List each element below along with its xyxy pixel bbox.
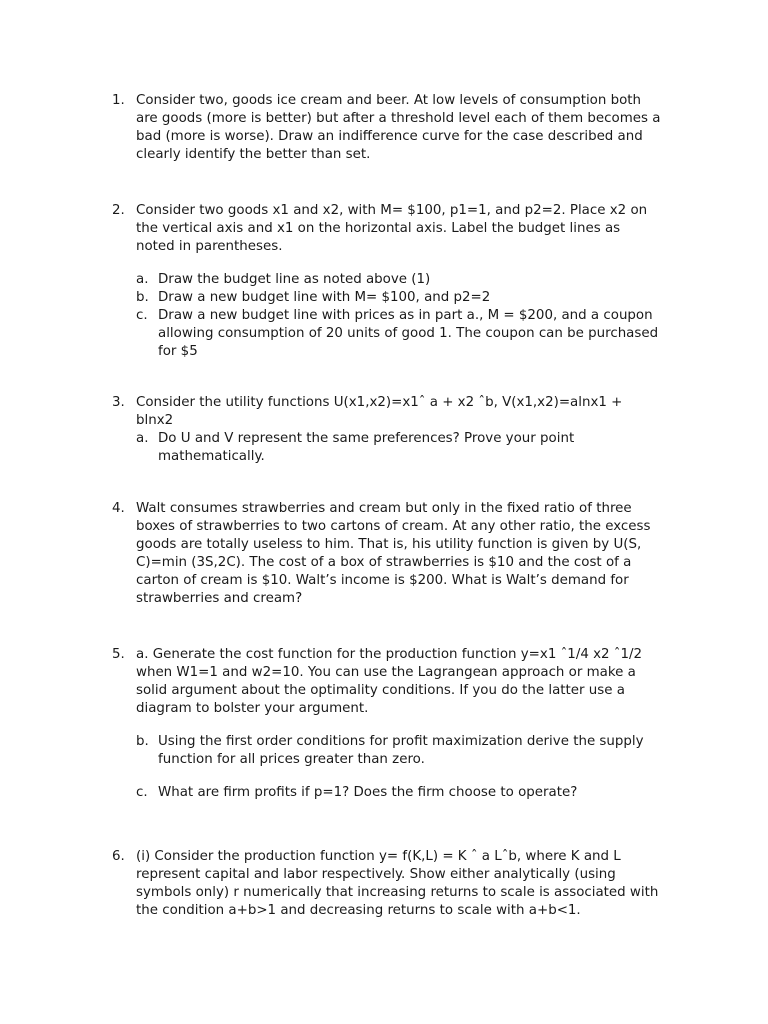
sub-question-5c — [136, 784, 682, 802]
question-number: 5. — [112, 647, 125, 662]
sub-question-letter: a. — [136, 431, 149, 446]
sub-question-3a — [136, 430, 682, 466]
question-number: 2. — [112, 203, 125, 218]
question-text: a. Generate the cost function for the production function y=x1 ˆ1/4 x2 ˆ1/2 when W1=1 and w2=10. You can use the Lagrangean approach or make a solid argument about the optimality conditions. If you do the latter use a diagram to bolster your argument. — [136, 647, 643, 716]
sub-question-2a — [136, 271, 682, 289]
question-text: Consider two, goods ice cream and beer. At low levels of consumption both are goods (more is better) but after a threshold level each of them becomes a bad (more is worse). Draw an indifference curve for the case described and clearly identify the better than set. — [136, 93, 661, 162]
sub-question-text: Draw a new budget line with prices as in part a., M = $200, and a coupon allowing consumption of 20 units of good 1. The coupon can be purchased for $5 — [158, 308, 659, 359]
question-text: Walt consumes strawberries and cream but only in the fixed ratio of three boxes of strawberries to two cartons of cream. At any other ratio, the excess goods are totally useless to him. That is, his utility function is given by U(S, C)=min (3S,2C). The cost of a box of strawberries is $10 and the cost of a carton of cream is $10. Walt’s income is $200. What is Walt’s demand for strawberries and cream? — [136, 501, 651, 606]
sub-question-2b — [136, 289, 682, 307]
question-text: Consider the utility functions U(x1,x2)=x1ˆ a + x2 ˆb, V(x1,x2)=alnx1 + blnx2 — [136, 395, 623, 428]
sub-question-letter: c. — [136, 308, 148, 323]
sub-question-2c — [136, 307, 682, 361]
sub-question-text: What are firm profits if p=1? Does the firm choose to operate? — [158, 785, 578, 800]
question-number: 6. — [112, 849, 125, 864]
sub-question-text: Do U and V represent the same preferences? Prove your point mathematically. — [158, 431, 575, 464]
question-1 — [112, 92, 682, 164]
question-6 — [112, 848, 682, 920]
question-text: Consider two goods x1 and x2, with M= $100, p1=1, and p2=2. Place x2 on the vertical axis and x1 on the horizontal axis. Label the budget lines as noted in parentheses. — [136, 203, 648, 254]
question-5 — [112, 646, 682, 802]
sub-question-letter: b. — [136, 734, 149, 749]
sub-question-5b — [136, 733, 682, 769]
sub-question-text: Draw a new budget line with M= $100, and p2=2 — [158, 290, 491, 305]
sub-question-text: Draw the budget line as noted above (1) — [158, 272, 431, 287]
question-number: 1. — [112, 93, 125, 108]
sub-question-letter: c. — [136, 785, 148, 800]
sub-question-letter: b. — [136, 290, 149, 305]
question-number: 4. — [112, 501, 125, 516]
question-2 — [112, 202, 682, 361]
question-3 — [112, 394, 682, 466]
sub-question-text: Using the first order conditions for profit maximization derive the supply function for all prices greater than zero. — [158, 734, 644, 767]
question-4 — [112, 500, 682, 608]
sub-question-letter: a. — [136, 272, 149, 287]
question-number: 3. — [112, 395, 125, 410]
question-text: (i) Consider the production function y= f(K,L) = K ˆ a Lˆb, where K and L represent capital and labor respectively. Show either analytically (using symbols only) r numerically that increasing returns to scale is associated with the condition a+b>1 and decreasing returns to scale with a+b<1. — [136, 849, 659, 918]
